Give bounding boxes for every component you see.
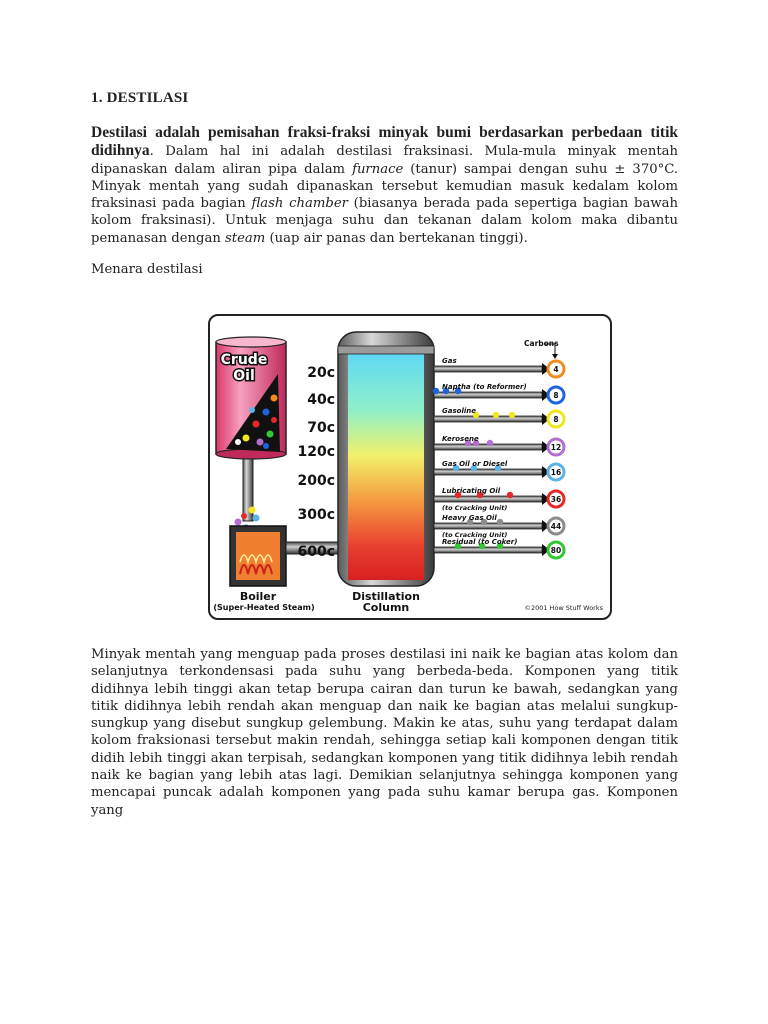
temperature-label: 300c [297,507,335,523]
fraction-droplet [493,412,499,418]
crude-label-1: Crude [220,352,268,368]
fraction-label: Residual (to Coker) [442,538,518,546]
intro-text-1: . Dalam hal ini adalah destilasi fraksinasi. Mula-mula minyak mentah dipanaskan dalam aliran pipa dalam [91,144,678,177]
distillation-diagram [208,314,612,620]
fraction-label: Gas Oil or Diesel [442,460,508,468]
section-heading: 1. DESTILASI [91,90,189,106]
carbon-count-label: 8 [553,415,559,424]
fraction-pipe [434,469,542,475]
distillation-column-gradient [348,354,424,580]
fraction-pipe [434,496,542,502]
figure-caption: Menara destilasi [91,262,203,278]
boiler-sub-label: (Super-Heated Steam) [213,603,315,612]
carbon-count-label: 80 [550,546,562,555]
fraction-droplet [487,440,493,446]
fraction-label: Lubricating Oil [442,487,501,495]
carbon-count-label: 44 [550,522,562,531]
distillation-figure [208,314,612,620]
fraction-droplet [509,412,515,418]
intro-text-4: (uap air panas dan bertekanan tinggi). [265,230,528,246]
fraction-droplet [433,388,439,394]
temperature-label: 70c [307,420,335,436]
fraction-label: Kerosene [442,435,479,443]
temperature-label: 200c [297,473,335,489]
term-furnace: furnace [352,161,404,177]
fraction-sub-label: (to Cracking Unit) [442,504,508,512]
carbon-count-label: 36 [550,495,562,504]
fraction-pipe [434,547,542,553]
fraction-droplet [497,519,503,525]
temperature-label: 600c [297,544,335,560]
crude-label-2: Oil [233,368,255,384]
carbon-count-label: 8 [553,391,559,400]
fraction-pipe [434,523,542,529]
column-label-2: Column [362,601,410,614]
fraction-sub-label: (to Cracking Unit) [442,531,508,539]
carbons-label: Carbons [524,339,559,348]
boiler-label: Boiler [239,590,277,603]
fraction-label: Gas [442,357,457,365]
temperature-label: 20c [307,365,335,381]
fraction-droplet [507,492,513,498]
fraction-pipe [434,416,542,422]
carbon-count-label: 12 [550,443,562,452]
fraction-label: Naptha (to Reformer) [442,383,527,391]
fraction-pipe [434,366,542,372]
term-flash-chamber: flash chamber [251,196,348,212]
body-paragraph-2: Minyak mentah yang menguap pada proses destilasi ini naik ke bagian atas kolom dan selanjutnya terkondensasi pada suhu yang berbeda-beda. Komponen yang titik didihnya lebih tinggi akan tetap berupa cairan dan turun ke bawah, sedangkan yang titik didihnya lebih rendah akan menguap dan naik ke bagian atas melalui sungkup-sungkup yang disebut sungkup gelembung. Makin ke atas, suhu yang terdapat dalam kolom fraksionasi tersebut makin rendah, sehingga setiap kali komponen dengan titik didih lebih tinggi akan terpisah, sedangkan komponen yang titik didihnya lebih rendah naik ke bagian yang lebih atas lagi. Demikian selanjutnya sehingga komponen yang mencapai puncak adalah komponen yang pada suhu kamar berupa gas. Komponen yang [91,647,678,818]
column-label-1: Distillation [352,590,420,603]
fraction-pipe [434,392,542,398]
intro-text-2: (tanur) sampai dengan suhu ± 370°C. Minyak mentah yang sudah dipanaskan tersebut kemudian masuk kedalam kolom fraksinasi pada bagian [91,161,679,212]
carbon-count-label: 4 [553,365,559,374]
carbon-count-label: 16 [550,468,562,477]
intro-text-3: (biasanya berada pada sepertiga bagian bawah kolom fraksinasi). Untuk menjaga suhu dan tekanan dalam kolom maka dibantu pemanasan dengan [91,196,678,246]
temperature-label: 120c [297,444,335,460]
definition-bold: Destilasi adalah pemisahan fraksi-fraksi minyak bumi berdasarkan perbedaan titik didihnya [91,124,678,160]
intro-paragraph [91,124,678,247]
fraction-label: Heavy Gas Oil [442,514,497,522]
fraction-label: Gasoline [442,407,476,415]
temperature-label: 40c [307,392,335,408]
copyright-text: ©2001 How Stuff Works [524,604,603,612]
document-page [91,90,678,277]
term-steam: steam [225,230,266,246]
